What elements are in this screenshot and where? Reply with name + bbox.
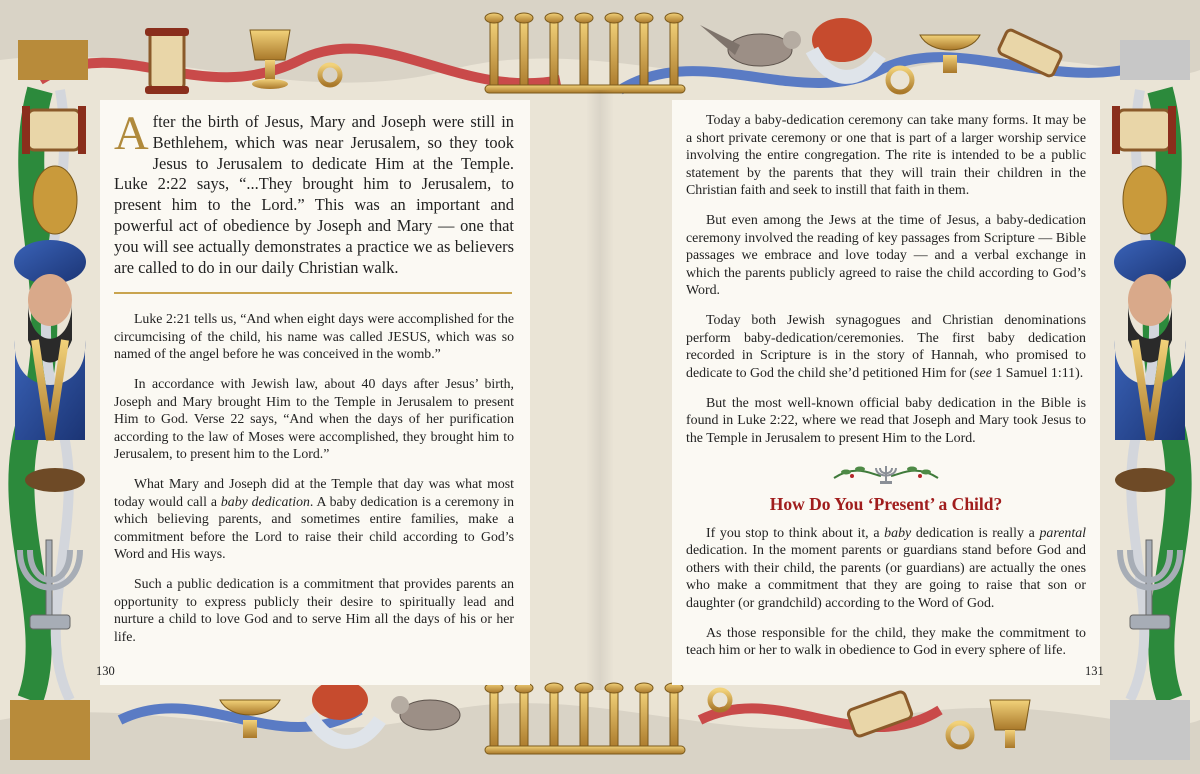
body-paragraph: Luke 2:21 tells us, “And when eight days were accomplished for the circumcising of the child, his name was called JESUS, which was so named of the angel before he was conceived in the womb.” — [114, 311, 514, 362]
emphasis-text: baby dedication — [220, 493, 310, 509]
section-heading: How Do You ‘Present’ a Child? — [769, 493, 1003, 514]
gold-divider-rule — [114, 292, 512, 294]
intro-text: fter the birth of Jesus, Mary and Joseph were still in Bethlehem, which was near Jerusalem, so they took Jesus to Jerusalem to dedicate Him at the Temple. Luke 2:22 says, “...They brought him to Jerusalem, to present him to the Lord.” This was an important and powerful act of obedience by Joseph and Mary — one that you will see actually demonstrates a practice we as believers are called to do in our daily Christian walk. — [114, 112, 514, 277]
page-number-right: 131 — [1085, 664, 1104, 678]
body-paragraph — [686, 312, 1086, 382]
page-number-left: 130 — [96, 664, 115, 678]
right-page-text — [686, 112, 1086, 672]
text-run: Today both Jewish synagogues and Christian denominations perform baby-dedication/ceremonies. The first baby dedication recorded in Scripture is in the story of Hannah, who promised to dedicate to God the child she’d petitioned Him for ( — [686, 313, 1086, 381]
intro-paragraph — [114, 107, 514, 278]
body-paragraph — [686, 525, 1086, 613]
text-run: . A baby dedication is a ceremony in which believing parents, and sometimes entire families, make a commitment before the Lord to raise their child according to God’s Word and His ways. — [114, 493, 514, 562]
scroll-icon — [1112, 106, 1176, 154]
left-page-text — [114, 107, 514, 658]
body-paragraph — [114, 475, 514, 563]
text-run: What Mary and Joseph did at the Temple that day was what most today would call a — [114, 476, 514, 509]
emphasis-text: see — [974, 365, 992, 381]
body-paragraph: Today a baby-dedication ceremony can take many forms. It may be a short private ceremony or one that is part of a larger worship service involving the entire congregation. The rite is intended to be a public statement by the parents that they will train their children in the Christian faith and seek to instill that faith in them. — [686, 113, 1086, 198]
text-run: dedication. In the moment parents or guardians stand before God and others with their child, the parents (or guardians) are actually the ones who make a commitment that they are going to raise that son or daughter (or grandchild) according to the Word of God. — [686, 543, 1086, 611]
emphasis-text: parental — [1039, 525, 1086, 541]
body-paragraph: As those responsible for the child, they make the commitment to teach him or her to walk in obedience to God in every sphere of life. — [686, 625, 1086, 658]
text-run: dedication is really a — [911, 525, 1040, 541]
menorah-laurel-icon — [826, 460, 946, 488]
body-paragraph: But even among the Jews at the time of Jesus, a baby-dedication ceremony involved the reading of key passages from Scripture — Bible passages we embrace and love today — and a verbal exchange in which the parents publicly agreed to raise the child according to God’s Word. — [686, 213, 1086, 298]
text-run: If you stop to think about it, a — [706, 525, 885, 541]
body-paragraph: Such a public dedication is a commitment that provides parents an opportunity to express publicly their desire to spiritually lead and nurture a child to love God and to serve Him all the days of his or her life. — [114, 576, 514, 644]
drop-cap: A — [114, 107, 149, 160]
emphasis-text: baby — [884, 525, 912, 541]
body-paragraph: But the most well-known official baby dedication in the Bible is found in Luke 2:22, where we read that Joseph and Mary took Jesus to the Temple in Jerusalem to present Him to the Lord. — [686, 395, 1086, 446]
book-gutter — [586, 90, 614, 690]
scroll-icon — [145, 28, 189, 94]
body-paragraph: In accordance with Jewish law, about 40 days after Jesus’ birth, Joseph and Mary brought Him to the Temple in Jerusalem to present Him to God. Verse 22 says, “And when the days of her purification according to the law of Moses were accomplished, they brought him to Jerusalem, to present him to the Lord.” — [114, 376, 514, 462]
text-run: 1 Samuel 1:11). — [991, 365, 1084, 381]
scroll-icon — [22, 106, 86, 154]
